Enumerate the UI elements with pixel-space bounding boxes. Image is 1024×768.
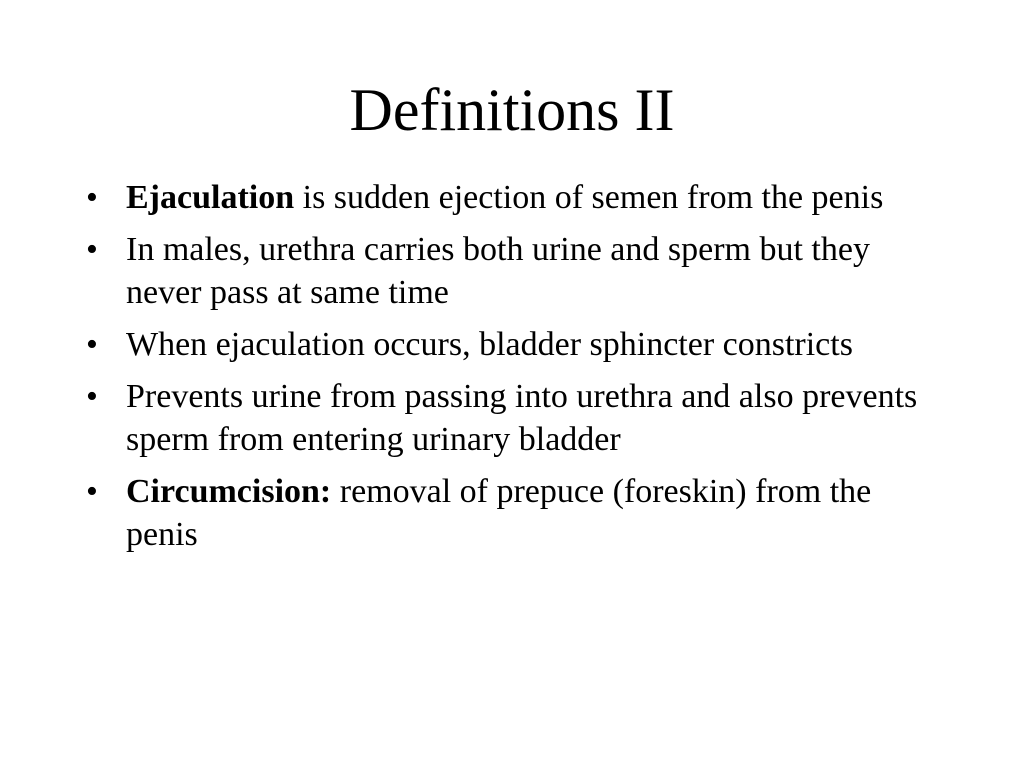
bullet-term: Ejaculation (126, 179, 295, 216)
slide-title: Definitions II (349, 77, 675, 143)
bullet-text: is sudden ejection of semen from the penis (294, 179, 884, 216)
bullet-item-urethra (86, 228, 936, 314)
bullet-marker: • (86, 179, 98, 216)
bullet-text: When ejaculation occurs, bladder sphincter constricts (126, 326, 853, 363)
bullet-marker: • (86, 473, 98, 510)
bullet-item-sphincter (86, 323, 936, 366)
bullet-term: Circumcision: (126, 473, 332, 510)
bullet-text: In males, urethra carries both urine and sperm but they never pass at same time (126, 231, 870, 311)
bullet-marker: • (86, 326, 98, 363)
bullet-text: Prevents urine from passing into urethra and also prevents sperm from entering urinary bladder (126, 378, 918, 458)
bullet-text: removal of prepuce (foreskin) from the penis (126, 473, 872, 553)
bullet-marker: • (86, 231, 98, 268)
bullet-list (86, 176, 936, 565)
bullet-item-circumcision (86, 470, 936, 556)
bullet-item-prevents (86, 375, 936, 461)
bullet-item-ejaculation (86, 176, 936, 219)
bullet-marker: • (86, 378, 98, 415)
